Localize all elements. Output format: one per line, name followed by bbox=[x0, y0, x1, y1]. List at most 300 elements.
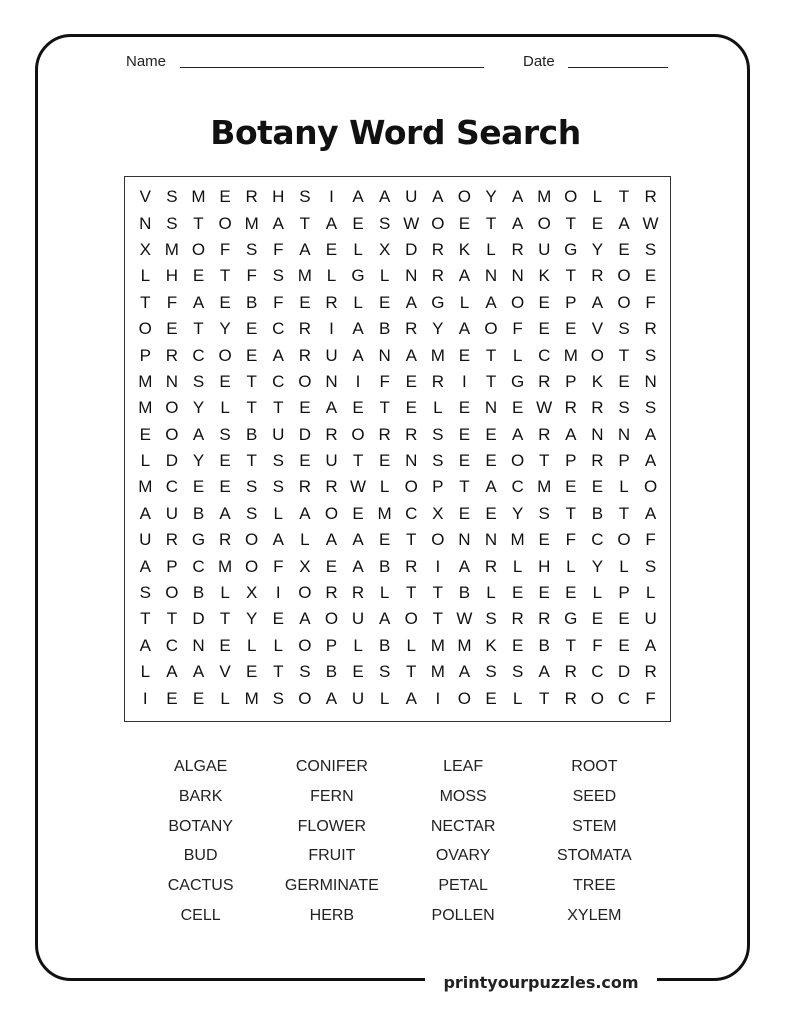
grid-cell[interactable]: S bbox=[246, 477, 258, 497]
grid-cell[interactable]: L bbox=[379, 266, 390, 286]
grid-cell[interactable]: T bbox=[246, 451, 257, 471]
grid-cell[interactable]: E bbox=[538, 530, 550, 550]
grid-cell[interactable]: E bbox=[591, 477, 604, 497]
grid-cell[interactable]: A bbox=[378, 609, 391, 629]
grid-cell[interactable]: L bbox=[220, 398, 230, 418]
grid-cell[interactable]: O bbox=[617, 292, 631, 312]
grid-cell[interactable]: X bbox=[299, 556, 311, 576]
grid-cell[interactable]: A bbox=[458, 319, 471, 339]
grid-cell[interactable]: E bbox=[325, 556, 338, 576]
grid-cell[interactable]: C bbox=[272, 371, 285, 391]
grid-cell[interactable]: B bbox=[192, 503, 205, 523]
grid-cell[interactable]: R bbox=[484, 556, 498, 576]
grid-cell[interactable]: A bbox=[299, 503, 311, 523]
grid-cell[interactable]: O bbox=[404, 477, 418, 497]
grid-cell[interactable]: E bbox=[618, 635, 630, 655]
grid-cell[interactable]: A bbox=[458, 556, 471, 576]
grid-cell[interactable]: U bbox=[325, 345, 338, 365]
grid-cell[interactable]: C bbox=[617, 688, 631, 708]
grid-cell[interactable]: U bbox=[351, 688, 365, 708]
grid-cell[interactable]: C bbox=[511, 477, 524, 497]
grid-cell[interactable]: M bbox=[244, 213, 259, 233]
grid-cell[interactable]: O bbox=[457, 187, 472, 207]
grid-cell[interactable]: U bbox=[405, 187, 418, 207]
grid-cell[interactable]: A bbox=[591, 292, 604, 312]
grid-cell[interactable]: M bbox=[297, 266, 312, 286]
grid-cell[interactable]: E bbox=[538, 583, 550, 603]
grid-cell[interactable]: P bbox=[325, 635, 338, 655]
grid-cell[interactable]: R bbox=[538, 609, 551, 629]
grid-cell[interactable]: L bbox=[220, 688, 230, 708]
grid-cell[interactable]: N bbox=[617, 424, 631, 444]
grid-cell[interactable]: A bbox=[139, 635, 151, 655]
grid-cell[interactable]: S bbox=[485, 609, 497, 629]
grid-cell[interactable]: M bbox=[430, 635, 445, 655]
grid-cell[interactable]: S bbox=[378, 662, 391, 682]
grid-cell[interactable]: A bbox=[325, 398, 338, 418]
grid-cell[interactable]: L bbox=[379, 583, 390, 603]
grid-cell[interactable]: A bbox=[219, 503, 231, 523]
grid-cell[interactable]: S bbox=[272, 451, 284, 471]
grid-cell[interactable]: E bbox=[591, 609, 604, 629]
grid-cell[interactable]: P bbox=[618, 583, 630, 603]
grid-cell[interactable]: R bbox=[511, 239, 524, 259]
grid-cell[interactable]: W bbox=[350, 477, 367, 497]
grid-cell[interactable]: O bbox=[537, 213, 551, 233]
grid-cell[interactable]: K bbox=[538, 266, 550, 286]
grid-cell[interactable]: N bbox=[484, 530, 498, 550]
grid-cell[interactable]: T bbox=[406, 662, 417, 682]
grid-cell[interactable]: A bbox=[325, 530, 338, 550]
grid-cell[interactable]: M bbox=[510, 530, 525, 550]
grid-cell[interactable]: R bbox=[298, 319, 311, 339]
grid-cell[interactable]: R bbox=[644, 662, 657, 682]
grid-cell[interactable]: T bbox=[140, 609, 151, 629]
grid-cell[interactable]: L bbox=[486, 239, 496, 259]
grid-cell[interactable]: A bbox=[139, 503, 151, 523]
grid-cell[interactable]: C bbox=[591, 662, 604, 682]
grid-cell[interactable]: H bbox=[538, 556, 551, 576]
grid-cell[interactable]: A bbox=[511, 424, 524, 444]
grid-cell[interactable]: R bbox=[564, 662, 577, 682]
grid-cell[interactable]: S bbox=[299, 187, 311, 207]
grid-cell[interactable]: L bbox=[326, 266, 337, 286]
grid-cell[interactable]: E bbox=[352, 213, 364, 233]
grid-cell[interactable]: T bbox=[140, 292, 151, 312]
grid-cell[interactable]: E bbox=[299, 398, 311, 418]
grid-cell[interactable]: E bbox=[618, 239, 630, 259]
grid-cell[interactable]: E bbox=[378, 530, 391, 550]
grid-cell[interactable]: N bbox=[591, 424, 604, 444]
grid-cell[interactable]: L bbox=[140, 662, 151, 682]
grid-cell[interactable]: O bbox=[165, 424, 179, 444]
grid-cell[interactable]: C bbox=[192, 556, 205, 576]
grid-cell[interactable]: P bbox=[618, 451, 630, 471]
grid-cell[interactable]: E bbox=[192, 266, 205, 286]
grid-cell[interactable]: G bbox=[431, 292, 445, 312]
grid-cell[interactable]: O bbox=[165, 398, 179, 418]
grid-cell[interactable]: H bbox=[165, 266, 179, 286]
grid-cell[interactable]: T bbox=[485, 371, 497, 391]
grid-cell[interactable]: M bbox=[217, 556, 233, 576]
grid-cell[interactable]: M bbox=[244, 688, 259, 708]
grid-cell[interactable]: A bbox=[644, 635, 657, 655]
grid-cell[interactable]: B bbox=[591, 503, 604, 523]
grid-cell[interactable]: E bbox=[246, 345, 258, 365]
grid-cell[interactable]: F bbox=[592, 635, 603, 655]
grid-cell[interactable]: L bbox=[140, 451, 151, 471]
grid-cell[interactable]: M bbox=[563, 345, 578, 365]
grid-cell[interactable]: N bbox=[192, 635, 205, 655]
grid-cell[interactable]: D bbox=[405, 239, 418, 259]
grid-cell[interactable]: F bbox=[219, 239, 231, 259]
grid-cell[interactable]: U bbox=[325, 451, 338, 471]
grid-cell[interactable]: F bbox=[565, 530, 576, 550]
grid-cell[interactable]: T bbox=[193, 213, 204, 233]
grid-cell[interactable]: G bbox=[564, 609, 578, 629]
grid-cell[interactable]: I bbox=[275, 583, 281, 603]
grid-cell[interactable]: S bbox=[644, 556, 657, 576]
grid-cell[interactable]: T bbox=[485, 213, 497, 233]
grid-cell[interactable]: S bbox=[166, 213, 178, 233]
grid-cell[interactable]: T bbox=[618, 345, 630, 365]
grid-cell[interactable]: T bbox=[379, 398, 390, 418]
grid-cell[interactable]: L bbox=[512, 688, 523, 708]
grid-cell[interactable]: C bbox=[591, 530, 604, 550]
grid-cell[interactable]: R bbox=[325, 583, 338, 603]
grid-cell[interactable]: E bbox=[166, 319, 178, 339]
grid-cell[interactable]: S bbox=[299, 662, 311, 682]
grid-cell[interactable]: T bbox=[246, 371, 257, 391]
grid-cell[interactable]: A bbox=[511, 187, 524, 207]
grid-cell[interactable]: L bbox=[433, 398, 443, 418]
grid-cell[interactable]: O bbox=[218, 345, 232, 365]
grid-cell[interactable]: I bbox=[142, 688, 148, 708]
grid-cell[interactable]: C bbox=[405, 503, 418, 523]
grid-cell[interactable]: L bbox=[619, 556, 629, 576]
grid-cell[interactable]: S bbox=[432, 424, 444, 444]
grid-cell[interactable]: O bbox=[298, 371, 312, 391]
grid-cell[interactable]: O bbox=[351, 424, 365, 444]
grid-cell[interactable]: S bbox=[644, 398, 657, 418]
grid-cell[interactable]: O bbox=[138, 319, 152, 339]
grid-cell[interactable]: Y bbox=[192, 451, 205, 471]
grid-cell[interactable]: C bbox=[165, 635, 179, 655]
grid-cell[interactable]: E bbox=[644, 266, 657, 286]
grid-cell[interactable]: Y bbox=[511, 503, 524, 523]
grid-cell[interactable]: S bbox=[511, 662, 524, 682]
grid-cell[interactable]: L bbox=[459, 292, 470, 312]
grid-cell[interactable]: R bbox=[298, 477, 311, 497]
grid-cell[interactable]: S bbox=[618, 398, 630, 418]
grid-cell[interactable]: A bbox=[565, 424, 577, 444]
grid-cell[interactable]: E bbox=[219, 451, 231, 471]
grid-cell[interactable]: R bbox=[564, 688, 577, 708]
grid-cell[interactable]: B bbox=[378, 319, 391, 339]
grid-cell[interactable]: R bbox=[165, 345, 179, 365]
grid-cell[interactable]: R bbox=[218, 530, 232, 550]
grid-cell[interactable]: O bbox=[484, 319, 498, 339]
grid-cell[interactable]: L bbox=[300, 530, 310, 550]
grid-cell[interactable]: F bbox=[246, 266, 257, 286]
grid-cell[interactable]: R bbox=[405, 319, 418, 339]
grid-cell[interactable]: P bbox=[432, 477, 444, 497]
grid-cell[interactable]: T bbox=[565, 213, 576, 233]
grid-cell[interactable]: A bbox=[272, 213, 284, 233]
grid-cell[interactable]: E bbox=[299, 292, 311, 312]
grid-cell[interactable]: O bbox=[165, 583, 179, 603]
grid-cell[interactable]: I bbox=[329, 187, 334, 207]
grid-cell[interactable]: E bbox=[166, 688, 178, 708]
grid-cell[interactable]: P bbox=[565, 371, 577, 391]
grid-cell[interactable]: G bbox=[510, 371, 525, 391]
grid-cell[interactable]: N bbox=[458, 530, 471, 550]
grid-cell[interactable]: E bbox=[485, 424, 497, 444]
grid-cell[interactable]: M bbox=[138, 398, 153, 418]
grid-cell[interactable]: A bbox=[139, 556, 151, 576]
grid-cell[interactable]: X bbox=[246, 583, 258, 603]
grid-cell[interactable]: E bbox=[246, 319, 258, 339]
grid-cell[interactable]: A bbox=[618, 213, 630, 233]
grid-cell[interactable]: L bbox=[486, 583, 496, 603]
grid-cell[interactable]: T bbox=[352, 451, 364, 471]
grid-cell[interactable]: T bbox=[193, 319, 204, 339]
grid-cell[interactable]: B bbox=[325, 662, 338, 682]
grid-cell[interactable]: L bbox=[592, 187, 603, 207]
grid-cell[interactable]: W bbox=[456, 609, 473, 629]
grid-cell[interactable]: A bbox=[192, 662, 205, 682]
grid-cell[interactable]: T bbox=[485, 345, 497, 365]
grid-cell[interactable]: N bbox=[139, 213, 152, 233]
grid-cell[interactable]: T bbox=[273, 398, 284, 418]
grid-cell[interactable]: P bbox=[565, 451, 577, 471]
grid-cell[interactable]: E bbox=[192, 688, 205, 708]
grid-cell[interactable]: V bbox=[219, 662, 231, 682]
grid-cell[interactable]: T bbox=[539, 688, 550, 708]
grid-cell[interactable]: R bbox=[325, 424, 338, 444]
grid-cell[interactable]: R bbox=[378, 424, 391, 444]
grid-cell[interactable]: E bbox=[458, 345, 471, 365]
grid-cell[interactable]: T bbox=[432, 609, 444, 629]
grid-cell[interactable]: I bbox=[355, 371, 361, 391]
grid-cell[interactable]: L bbox=[353, 292, 363, 312]
grid-cell[interactable]: C bbox=[538, 345, 551, 365]
grid-cell[interactable]: S bbox=[432, 451, 444, 471]
grid-cell[interactable]: D bbox=[298, 424, 311, 444]
grid-cell[interactable]: X bbox=[378, 239, 391, 259]
grid-cell[interactable]: B bbox=[246, 292, 258, 312]
grid-cell[interactable]: O bbox=[431, 213, 445, 233]
grid-cell[interactable]: U bbox=[139, 530, 152, 550]
grid-cell[interactable]: A bbox=[325, 213, 338, 233]
grid-cell[interactable]: L bbox=[619, 477, 629, 497]
grid-cell[interactable]: L bbox=[645, 583, 656, 603]
grid-cell[interactable]: V bbox=[139, 187, 151, 207]
grid-cell[interactable]: R bbox=[431, 239, 444, 259]
grid-cell[interactable]: D bbox=[165, 451, 179, 471]
grid-cell[interactable]: S bbox=[246, 503, 258, 523]
grid-cell[interactable]: O bbox=[324, 503, 339, 523]
grid-cell[interactable]: R bbox=[511, 609, 524, 629]
grid-cell[interactable]: Y bbox=[485, 187, 497, 207]
grid-cell[interactable]: R bbox=[644, 187, 657, 207]
grid-cell[interactable]: P bbox=[166, 556, 178, 576]
grid-cell[interactable]: R bbox=[405, 556, 418, 576]
grid-cell[interactable]: B bbox=[378, 556, 391, 576]
grid-cell[interactable]: O bbox=[298, 688, 312, 708]
grid-cell[interactable]: N bbox=[405, 451, 418, 471]
grid-cell[interactable]: O bbox=[643, 477, 658, 497]
grid-cell[interactable]: E bbox=[591, 213, 604, 233]
grid-cell[interactable]: E bbox=[458, 503, 471, 523]
grid-cell[interactable]: S bbox=[139, 583, 151, 603]
grid-cell[interactable]: Y bbox=[219, 319, 231, 339]
grid-cell[interactable]: E bbox=[485, 503, 497, 523]
grid-cell[interactable]: T bbox=[273, 662, 284, 682]
grid-cell[interactable]: A bbox=[432, 187, 444, 207]
grid-cell[interactable]: F bbox=[273, 239, 284, 259]
grid-cell[interactable]: B bbox=[246, 424, 258, 444]
grid-cell[interactable]: N bbox=[484, 266, 498, 286]
grid-cell[interactable]: M bbox=[191, 187, 206, 207]
grid-cell[interactable]: E bbox=[511, 583, 524, 603]
grid-cell[interactable]: E bbox=[565, 583, 577, 603]
grid-cell[interactable]: E bbox=[139, 424, 151, 444]
grid-cell[interactable]: S bbox=[219, 424, 231, 444]
grid-cell[interactable]: L bbox=[353, 635, 363, 655]
grid-cell[interactable]: A bbox=[272, 345, 284, 365]
grid-cell[interactable]: E bbox=[538, 319, 550, 339]
grid-cell[interactable]: A bbox=[166, 662, 178, 682]
grid-cell[interactable]: A bbox=[644, 451, 657, 471]
grid-cell[interactable]: A bbox=[485, 477, 497, 497]
grid-cell[interactable]: A bbox=[458, 662, 471, 682]
grid-cell[interactable]: T bbox=[246, 398, 257, 418]
grid-cell[interactable]: E bbox=[325, 239, 338, 259]
grid-cell[interactable]: L bbox=[246, 635, 257, 655]
grid-cell[interactable]: M bbox=[377, 503, 392, 523]
grid-cell[interactable]: T bbox=[219, 266, 231, 286]
grid-cell[interactable]: A bbox=[352, 345, 364, 365]
grid-cell[interactable]: V bbox=[591, 319, 604, 339]
grid-cell[interactable]: E bbox=[219, 477, 231, 497]
grid-cell[interactable]: Y bbox=[591, 556, 604, 576]
grid-cell[interactable]: E bbox=[192, 477, 205, 497]
grid-cell[interactable]: S bbox=[192, 371, 205, 391]
grid-cell[interactable]: L bbox=[379, 477, 390, 497]
grid-cell[interactable]: G bbox=[564, 239, 578, 259]
grid-cell[interactable]: E bbox=[618, 371, 630, 391]
grid-cell[interactable]: T bbox=[219, 609, 231, 629]
grid-cell[interactable]: S bbox=[644, 345, 657, 365]
grid-cell[interactable]: E bbox=[405, 398, 417, 418]
grid-cell[interactable]: O bbox=[431, 530, 445, 550]
grid-cell[interactable]: U bbox=[644, 609, 657, 629]
grid-cell[interactable]: A bbox=[485, 292, 497, 312]
grid-cell[interactable]: A bbox=[538, 662, 550, 682]
grid-cell[interactable]: A bbox=[299, 239, 311, 259]
grid-cell[interactable]: T bbox=[299, 213, 311, 233]
grid-cell[interactable]: L bbox=[353, 239, 363, 259]
grid-cell[interactable]: O bbox=[191, 239, 206, 259]
grid-cell[interactable]: O bbox=[617, 266, 631, 286]
grid-cell[interactable]: O bbox=[510, 292, 525, 312]
grid-cell[interactable]: S bbox=[272, 266, 284, 286]
grid-cell[interactable]: X bbox=[139, 239, 151, 259]
grid-cell[interactable]: L bbox=[220, 583, 230, 603]
grid-cell[interactable]: M bbox=[138, 477, 153, 497]
grid-cell[interactable]: A bbox=[352, 319, 364, 339]
grid-cell[interactable]: R bbox=[591, 451, 604, 471]
grid-cell[interactable]: R bbox=[325, 292, 338, 312]
grid-cell[interactable]: O bbox=[218, 213, 232, 233]
grid-cell[interactable]: Y bbox=[591, 239, 604, 259]
grid-cell[interactable]: A bbox=[352, 530, 364, 550]
grid-cell[interactable]: C bbox=[192, 345, 205, 365]
grid-cell[interactable]: E bbox=[511, 635, 524, 655]
grid-cell[interactable]: P bbox=[139, 345, 151, 365]
grid-cell[interactable]: T bbox=[459, 477, 470, 497]
grid-cell[interactable]: M bbox=[537, 477, 552, 497]
grid-cell[interactable]: R bbox=[591, 398, 604, 418]
grid-cell[interactable]: R bbox=[405, 424, 418, 444]
grid-cell[interactable]: O bbox=[564, 187, 578, 207]
grid-cell[interactable]: E bbox=[352, 398, 364, 418]
grid-cell[interactable]: M bbox=[537, 187, 552, 207]
grid-cell[interactable]: E bbox=[458, 451, 471, 471]
grid-cell[interactable]: E bbox=[378, 451, 391, 471]
grid-cell[interactable]: R bbox=[591, 266, 604, 286]
name-field[interactable] bbox=[180, 67, 484, 68]
grid-cell[interactable]: D bbox=[617, 662, 631, 682]
grid-cell[interactable]: F bbox=[512, 319, 523, 339]
grid-cell[interactable]: L bbox=[273, 503, 283, 523]
grid-cell[interactable]: B bbox=[192, 583, 205, 603]
grid-cell[interactable]: E bbox=[219, 371, 231, 391]
grid-cell[interactable]: A bbox=[644, 503, 657, 523]
grid-cell[interactable]: O bbox=[590, 688, 604, 708]
grid-cell[interactable]: M bbox=[430, 345, 445, 365]
grid-cell[interactable]: R bbox=[351, 583, 365, 603]
grid-cell[interactable]: E bbox=[378, 292, 391, 312]
grid-cell[interactable]: U bbox=[272, 424, 285, 444]
grid-cell[interactable]: E bbox=[485, 688, 497, 708]
grid-cell[interactable]: R bbox=[538, 371, 551, 391]
grid-cell[interactable]: E bbox=[458, 424, 471, 444]
grid-cell[interactable]: A bbox=[458, 266, 471, 286]
grid-cell[interactable]: E bbox=[405, 371, 417, 391]
grid-cell[interactable]: S bbox=[644, 239, 657, 259]
grid-cell[interactable]: M bbox=[138, 371, 153, 391]
grid-cell[interactable]: Y bbox=[432, 319, 444, 339]
grid-cell[interactable]: L bbox=[592, 583, 603, 603]
grid-cell[interactable]: E bbox=[618, 609, 630, 629]
grid-cell[interactable]: K bbox=[458, 239, 471, 259]
grid-cell[interactable]: O bbox=[298, 583, 312, 603]
grid-cell[interactable]: E bbox=[272, 609, 284, 629]
grid-cell[interactable]: T bbox=[406, 530, 417, 550]
grid-cell[interactable]: M bbox=[164, 239, 179, 259]
grid-cell[interactable]: B bbox=[378, 635, 391, 655]
grid-cell[interactable]: O bbox=[245, 556, 259, 576]
grid-cell[interactable]: F bbox=[645, 688, 656, 708]
grid-cell[interactable]: E bbox=[458, 213, 471, 233]
grid-cell[interactable]: S bbox=[166, 187, 178, 207]
grid-cell[interactable]: S bbox=[246, 239, 258, 259]
grid-cell[interactable]: N bbox=[378, 345, 391, 365]
grid-cell[interactable]: T bbox=[618, 503, 630, 523]
grid-cell[interactable]: A bbox=[378, 187, 391, 207]
